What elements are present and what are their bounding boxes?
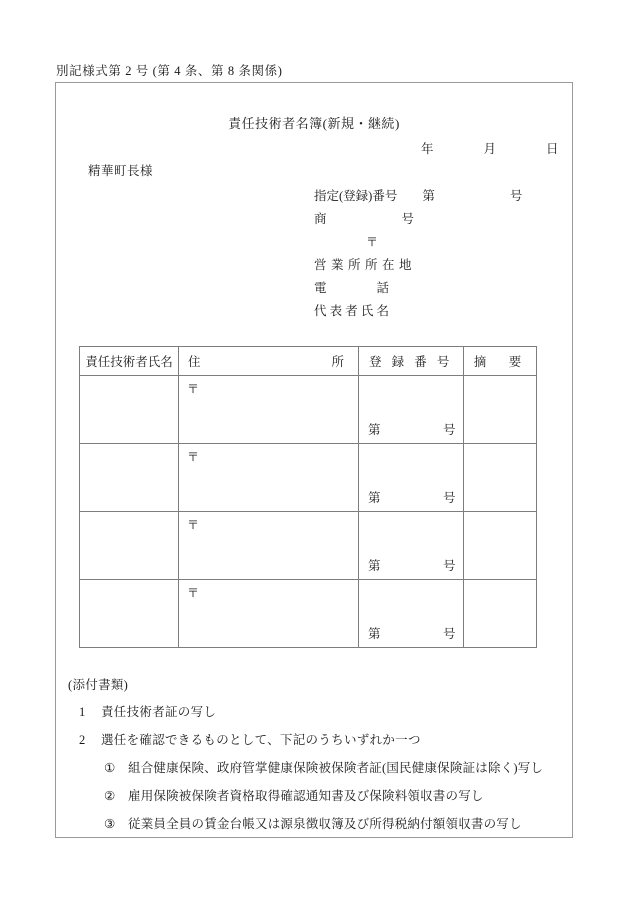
column-header-note: 摘 要 <box>464 347 537 376</box>
designation-number-value: 第 号 <box>422 189 523 203</box>
cell-registration[interactable]: 第 号 <box>359 444 464 512</box>
attachment-item-2-number: 2 <box>79 733 86 747</box>
cell-note[interactable] <box>464 444 537 512</box>
postal-mark-icon: 〒 <box>187 382 200 396</box>
cell-engineer-name[interactable] <box>80 580 179 648</box>
table-row <box>80 376 537 444</box>
attachment-item-2 <box>68 730 563 748</box>
cell-address[interactable] <box>179 580 359 648</box>
cell-address[interactable] <box>179 444 359 512</box>
circled-number-1-icon: ① <box>104 760 116 775</box>
trade-name-row <box>314 208 522 231</box>
cell-registration[interactable]: 第 号 <box>359 512 464 580</box>
cell-note[interactable] <box>464 512 537 580</box>
cell-note[interactable] <box>464 580 537 648</box>
table-row <box>80 580 537 648</box>
cell-address[interactable] <box>179 512 359 580</box>
cell-registration[interactable]: 第 号 <box>359 376 464 444</box>
engineer-roster-table <box>79 346 537 648</box>
cell-note[interactable] <box>464 376 537 444</box>
postal-code-row <box>314 231 522 254</box>
telephone-label: 電 話 <box>314 281 390 295</box>
postal-mark-icon: 〒 <box>187 518 200 532</box>
designation-number-row <box>314 185 522 208</box>
attachment-sub-item-3-text: 従業員全員の賃金台帳又は源泉徴収簿及び所得税納付額領収書の写し <box>128 817 522 831</box>
cell-engineer-name[interactable] <box>80 444 179 512</box>
representative-label: 代 表 者 氏 名 <box>314 304 390 318</box>
cell-engineer-name[interactable] <box>80 376 179 444</box>
attachment-sub-item-3 <box>68 814 563 832</box>
addressee: 精華町長様 <box>88 164 154 178</box>
form-number: 別記様式第 2 号 (第 4 条、第 8 条関係) <box>56 64 283 78</box>
representative-row <box>314 300 522 323</box>
table-row <box>80 512 537 580</box>
attachment-item-2-text: 選任を確認できるものとして、下記のうちいずれか一つ <box>101 733 421 747</box>
column-header-name: 責任技術者氏名 <box>80 347 179 376</box>
attachment-sub-item-2 <box>68 786 563 804</box>
attachment-item-1-number: 1 <box>79 705 86 719</box>
trade-name-label: 商 号 <box>314 212 415 226</box>
attachments-heading: (添付書類) <box>68 678 129 692</box>
cell-address[interactable] <box>179 376 359 444</box>
circled-number-2-icon: ② <box>104 788 116 803</box>
column-header-registration: 登 録 番 号 <box>359 347 464 376</box>
form-frame <box>55 82 573 838</box>
designation-number-label: 指定(登録)番号 <box>314 189 398 203</box>
circled-number-3-icon: ③ <box>104 816 116 831</box>
date-line: 年 月 日 <box>421 142 559 156</box>
postal-mark-icon: 〒 <box>187 450 200 464</box>
office-address-row <box>314 254 522 277</box>
telephone-row <box>314 277 522 300</box>
attachment-item-1-text: 責任技術者証の写し <box>101 705 217 719</box>
attachment-sub-item-1-text: 組合健康保険、政府管掌健康保険被保険者証(国民健康保険証は除く)写し <box>128 761 544 775</box>
postal-mark-icon: 〒 <box>187 586 200 600</box>
attachment-item-1 <box>68 702 563 720</box>
column-header-address-right: 所 <box>331 355 344 369</box>
attachment-sub-item-2-text: 雇用保険被保険者資格取得確認通知書及び保険料領収書の写し <box>128 789 484 803</box>
table-row <box>80 444 537 512</box>
applicant-info-block <box>314 185 522 323</box>
postal-mark-icon: 〒 <box>366 235 379 249</box>
column-header-address <box>179 347 359 376</box>
office-address-label: 営業所所在地 <box>314 258 417 272</box>
attachments-section <box>68 675 563 842</box>
attachment-sub-item-1 <box>68 758 563 776</box>
column-header-address-left: 住 <box>188 355 201 369</box>
cell-engineer-name[interactable] <box>80 512 179 580</box>
cell-registration[interactable]: 第 号 <box>359 580 464 648</box>
table-header-row <box>80 347 537 376</box>
page-title: 責任技術者名簿(新規・継続) <box>228 116 400 131</box>
